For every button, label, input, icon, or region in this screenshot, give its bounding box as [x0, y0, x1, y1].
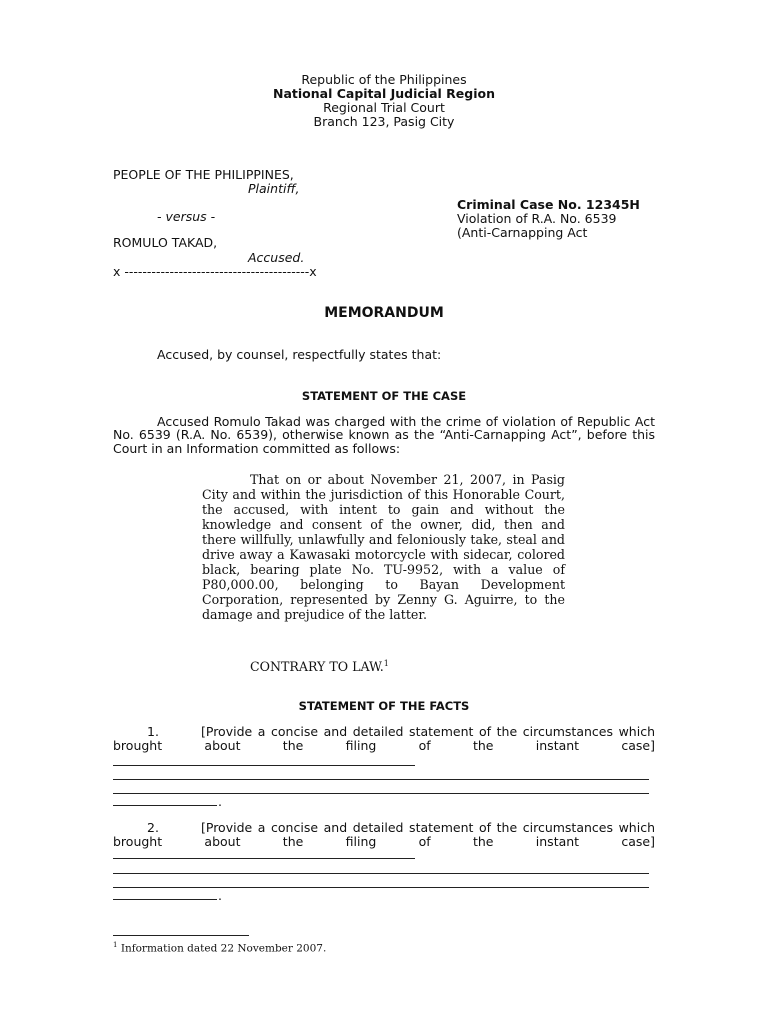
- fact-item-2-blank-1: [113, 858, 415, 859]
- case-act: (Anti-Carnapping Act: [457, 225, 588, 240]
- header-court: Regional Trial Court: [323, 100, 445, 115]
- fact-item-1-line2: brought about the filing of the instant case]: [113, 738, 655, 753]
- case-violation: Violation of R.A. No. 6539: [457, 211, 617, 226]
- plaintiff-role: Plaintiff,: [248, 181, 300, 196]
- accused-name: ROMULO TAKAD,: [113, 235, 218, 250]
- footnote-ref[interactable]: 1: [383, 659, 389, 668]
- fact-item-1-blank-2: [113, 779, 649, 780]
- fact-item-1-line1: [Provide a concise and detailed statement of the circumstances which: [201, 724, 655, 739]
- footnote-mark: 1: [113, 941, 118, 949]
- header-region: National Capital Judicial Region: [273, 86, 495, 101]
- fact-item-1-blank-1: [113, 765, 415, 766]
- fact-item-1-end: .: [218, 794, 222, 809]
- fact-item-2-blank-3: [113, 887, 649, 888]
- fact-item-2-blank-2: [113, 873, 649, 874]
- document-title: MEMORANDUM: [324, 305, 444, 321]
- footnote: [113, 938, 326, 956]
- contrary-text: CONTRARY TO LAW.: [250, 659, 384, 675]
- heading-statement-of-case: STATEMENT OF THE CASE: [301, 389, 467, 403]
- versus-label: - versus -: [157, 209, 216, 224]
- heading-statement-of-facts: STATEMENT OF THE FACTS: [298, 699, 470, 713]
- footnote-text: Information dated 22 November 2007.: [120, 942, 327, 955]
- header-republic: Republic of the Philippines: [301, 72, 467, 87]
- case-number: Criminal Case No. 12345H: [457, 197, 640, 212]
- plaintiff-name: PEOPLE OF THE PHILIPPINES,: [113, 167, 294, 182]
- information-quote: That on or about November 21, 2007, in Pasig City and within the jurisdiction of this Honorable Court, the accused, with intent to gain and without the knowledge and consent of the owner, did, then and there willfully, unlawfully and feloniously take, steal and drive away a Kawasaki motorcycle with sidecar, colored black, bearing plate No. TU-9952, with a value of P80,000.00, belonging to Bayan Development Corporation, represented by Zenny G. Aguirre, to the damage and prejudice of the latter.: [202, 472, 565, 622]
- fact-item-2-line2: brought about the filing of the instant case]: [113, 834, 655, 849]
- fact-item-2-blank-4: [113, 899, 217, 900]
- fact-item-1-blank-3: [113, 793, 649, 794]
- footnote-separator: [113, 935, 249, 936]
- opening-statement: Accused, by counsel, respectfully states that:: [157, 347, 442, 362]
- fact-item-1-number: 1.: [147, 724, 159, 739]
- fact-item-1-blank-4: [113, 805, 217, 806]
- fact-item-2-end: .: [218, 888, 222, 903]
- contrary-to-law: [250, 657, 389, 674]
- statement-of-case-paragraph: Accused Romulo Takad was charged with the crime of violation of Republic Act No. 6539 (R.A. No. 6539), otherwise known as the “Anti-Carnapping Act”, before this Court in an Information committed as follows:: [113, 414, 655, 456]
- caption-separator: x -----------------------------------------x: [113, 264, 317, 279]
- accused-role: Accused.: [248, 250, 305, 265]
- fact-item-2-number: 2.: [147, 820, 159, 835]
- fact-item-2-line1: [Provide a concise and detailed statement of the circumstances which: [201, 820, 655, 835]
- header-branch: Branch 123, Pasig City: [313, 114, 455, 129]
